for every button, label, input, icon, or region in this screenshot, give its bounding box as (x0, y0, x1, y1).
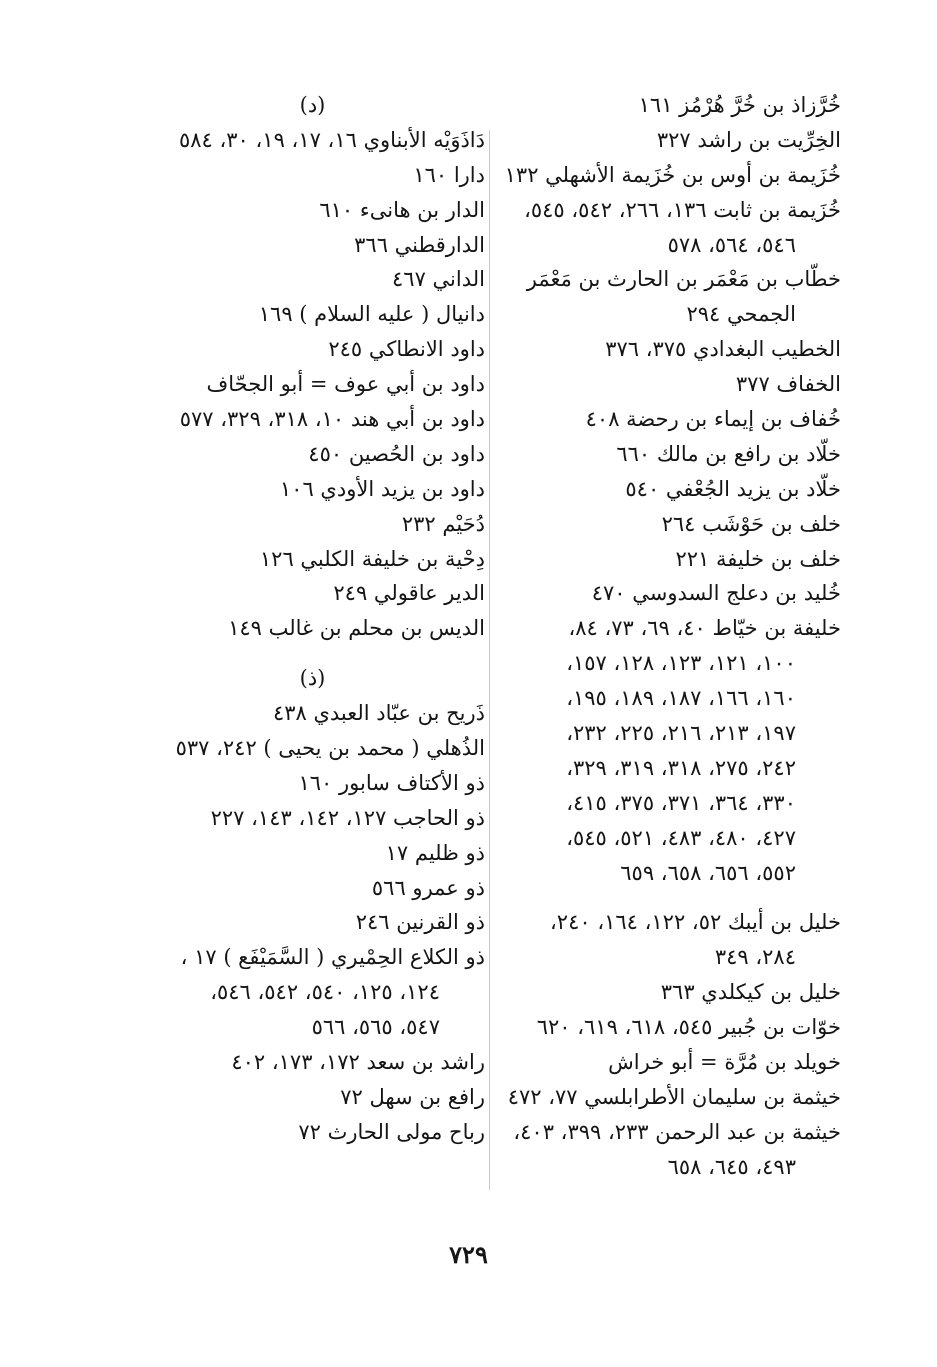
index-entry: ٥٤٦، ٥٦٤، ٥٧٨ (667, 232, 796, 257)
index-entry: الدار بن هانىء ٦١٠ (319, 197, 485, 222)
index-entry: الجمحي ٢٩٤ (686, 302, 796, 327)
index-entry: ٥٤٧، ٥٦٥، ٥٦٦ (311, 1015, 440, 1040)
index-entry: رباح مولى الحارث ٧٢ (298, 1119, 485, 1144)
index-entry: ٢٤٢، ٢٧٥، ٣١٨، ٣١٩، ٣٢٩، (566, 755, 796, 780)
index-entry: خلّاد بن رافع بن مالك ٦٦٠ (616, 441, 841, 466)
index-entry: خلف بن خليفة ٢٢١ (675, 546, 841, 571)
index-entry: ٤٩٣، ٦٤٥، ٦٥٨ (667, 1154, 796, 1179)
index-entry: دانيال ( عليه السلام ) ١٦٩ (258, 302, 485, 327)
index-entry: ٣٣٠، ٣٦٤، ٣٧١، ٣٧٥، ٤١٥، (566, 790, 796, 815)
index-entry: الداني ٤٦٧ (392, 267, 485, 292)
index-entry: خليفة بن خيّاط ٤٠، ٦٩، ٧٣، ٨٤، (568, 616, 841, 641)
index-entry: دُحَيْم ٢٣٢ (401, 511, 485, 536)
index-entry: خُفاف بن إيماء بن رحضة ٤٠٨ (585, 407, 841, 432)
index-entry: ذو القرنين ٢٤٦ (355, 910, 485, 935)
index-entry: ذو عمرو ٥٦٦ (371, 875, 485, 900)
index-entry: دارا ١٦٠ (413, 162, 485, 187)
index-entry: ١٠٠، ١٢١، ١٢٣، ١٢٨، ١٥٧، (566, 651, 796, 676)
index-entry: خيثمة بن سليمان الأطرابلسي ٧٧، ٤٧٢ (507, 1084, 841, 1109)
index-entry: داود بن أبي عوف = أبو الجحّاف (206, 372, 485, 397)
index-entry: الخطيب البغدادي ٣٧٥، ٣٧٦ (605, 337, 841, 362)
index-column-left (140, 88, 485, 1150)
section-heading: (ذ) (299, 666, 326, 691)
index-entry: الخِرِّيت بن راشد ٣٢٧ (656, 127, 841, 152)
index-entry: خلّاد بن يزيد الجُعْفي ٥٤٠ (625, 476, 841, 501)
index-entry: داود بن الحُصين ٤٥٠ (308, 441, 485, 466)
index-entry: خيثمة بن عبد الرحمن ٢٣٣، ٣٩٩، ٤٠٣، (513, 1119, 841, 1144)
index-entry: ذو الكلاع الحِمْيري ( السَّمَيْفَع ) ١٧ ، (180, 945, 485, 970)
index-entry: خطّاب بن مَعْمَر بن الحارث بن مَعْمَر (526, 267, 841, 292)
index-entry: الذُهلي ( محمد بن يحيى ) ٢٤٢، ٥٣٧ (175, 736, 485, 761)
index-entry: خليل بن أيبك ٥٢، ١٢٢، ١٦٤، ٢٤٠، (550, 910, 841, 935)
index-entry: خُزَيمة بن ثابت ١٣٦، ٢٦٦، ٥٤٢، ٥٤٥، (524, 197, 841, 222)
index-entry: الدير عاقولي ٢٤٩ (333, 581, 485, 606)
index-entry: ٤٢٧، ٤٨٠، ٤٨٣، ٥٢١، ٥٤٥، (566, 825, 796, 850)
column-divider (489, 130, 490, 1190)
section-heading: (د) (299, 93, 326, 117)
index-entry: ١٢٤، ١٢٥، ٥٤٠، ٥٤٢، ٥٤٦، (210, 980, 440, 1005)
index-entry: دَاذَوَيْه الأبناوي ١٦، ١٧، ١٩، ٣٠، ٥٨٤ (178, 127, 485, 152)
index-entry: الخفاف ٣٧٧ (735, 372, 841, 397)
index-entry: خُزَيمة بن أوس بن خُزَيمة الأشهلي ١٣٢ (504, 162, 841, 187)
index-entry: ١٩٧، ٢١٣، ٢١٦، ٢٢٥، ٢٣٢، (566, 721, 796, 746)
index-entry: خوّات بن جُبير ٥٤٥، ٦١٨، ٦١٩، ٦٢٠ (536, 1015, 841, 1040)
index-entry: خُرَّزاذ بن خُرَّ هُرْمُز ١٦١ (638, 93, 841, 117)
index-entry: رافع بن سهل ٧٢ (340, 1084, 485, 1109)
index-entry: دِحْية بن خليفة الكلبي ١٢٦ (259, 546, 485, 571)
index-entry: داود بن أبي هند ١٠، ٣١٨، ٣٢٩، ٥٧٧ (179, 407, 485, 432)
index-entry: ذو ظليم ١٧ (385, 840, 485, 865)
index-entry: داود الانطاكي ٢٤٥ (328, 337, 485, 362)
index-entry: الديس بن محلم بن غالب ١٤٩ (228, 616, 485, 641)
index-entry: ٥٥٢، ٦٥٦، ٦٥٨، ٦٥٩ (620, 860, 796, 885)
index-entry: ذو الحاجب ١٢٧، ١٤٢، ١٤٣، ٢٢٧ (210, 805, 485, 830)
index-entry: ذَريح بن عبّاد العبدي ٤٣٨ (272, 701, 485, 726)
index-entry: خويلد بن مُرَّة = أبو خراش (608, 1050, 841, 1075)
index-entry: خُليد بن دعلج السدوسي ٤٧٠ (591, 581, 841, 606)
index-entry: راشد بن سعد ١٧٢، ١٧٣، ٤٠٢ (231, 1050, 485, 1075)
page-number: ٧٢٩ (449, 1240, 488, 1269)
index-entry: ١٦٠، ١٦٦، ١٨٧، ١٨٩، ١٩٥، (566, 686, 796, 711)
index-entry: خلف بن حَوْشَب ٢٦٤ (661, 511, 841, 536)
index-column-right (496, 88, 841, 1185)
index-entry: ذو الأكتاف سابور ١٦٠ (298, 770, 485, 795)
index-entry: داود بن يزيد الأودي ١٠٦ (279, 476, 485, 501)
index-entry: خليل بن كيكلدي ٣٦٣ (660, 980, 841, 1005)
index-entry: الدارقطني ٣٦٦ (354, 232, 485, 257)
index-entry: ٢٨٤، ٣٤٩ (714, 945, 796, 970)
